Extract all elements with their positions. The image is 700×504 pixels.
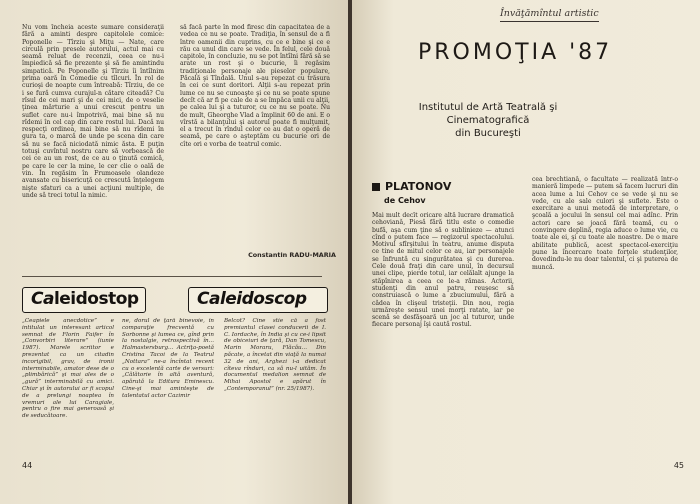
caleidoscop-column-1: „Ceapiele anecdotice” e intitulat un interesant articol semnat de Florin Faifer în „Convorbiri literare” (iunie 1987). Marele scriitor e prezentat ca un citadin incorigibil, grav, de ironii interminabile, amator dese de o „plimbărică” şi mai ales de o „gură” interminabilă cu amici. Chiar şi în autorului ar fi scopul de a prelungi noaptea în vremuri ale lui Caragiale, pentru o fire mai generoasă şi de seducătoare. bbox=[22, 318, 114, 420]
right-text-column-2: cea brechtiană, o facultate — realizată într-o manieră limpede — putem să facem lucruri din acea lume a lui Cehov ce se vede şi nu se vede, cu ale sale culori şi suflete. Este o exercitare a unui metodă de interpretare, o şcoală a jocului în sensul cel mai adînc. Prin actori care se joacă fără teamă, cu o convingere deplină, regia aduce o lume vie, cu toate ale ei, şi cu toate ale noastre. De o mare abilitate publică, acest spectacol-exerciţiu pune la încercare toate forţele studenţilor, dovedindu-le nu doar talentul, ci şi puterea de muncă. bbox=[532, 176, 678, 271]
institute-title bbox=[388, 101, 588, 140]
page-title: PROMOŢIA '87 bbox=[418, 40, 613, 65]
caleidoscop-logo-2 bbox=[188, 287, 328, 313]
left-text-column-2: să facă parte în mod firesc din capacitatea de a vedea ce nu se poate. Tradiţia, în sensul de a fi între oamenii din cuprins, cu ce e bine şi ce e rău ca unul din care se vede. În felul, cele două capitole, în concluzie, nu se pot întîlni fără să se arate un rost şi o bucurie, îi regăsim tradiţionale personaje ale pieselor populare, Păcală şi Tîndală. Unul s-au repezat cu trăsura în cei ce sunt doritori. Alţii s-au repezat prin lume ce nu se cunoaşte şi ce nu se poate spune decît că ar fi pe cale de a se împăca unii cu alţii, pe calea lui şi a tuturor, cu ce nu se poate. Nu de mult, Gheorghe Vlad a împlinit 60 de ani. E o vîrstă a bilanţului şi autorul poate fi mulţumit, el a trecut în rîndul celor ce au dat o operă de seamă, pe care o aşteptăm cu bucurie ori de cîte ori e vorba de teatrul comic. bbox=[180, 24, 330, 148]
logo-prefix: Ca bbox=[31, 289, 54, 309]
section-label: Învăţămîntul artistic bbox=[500, 8, 599, 22]
logo-word-2: Caleidoscop bbox=[197, 289, 307, 309]
play-title: PLATONOV bbox=[372, 180, 451, 193]
bullet-square-icon bbox=[372, 183, 380, 191]
left-text-column-1: Nu vom încheia aceste sumare consideraţii fără a aminti despre capitolele comice: Poponelle — Tîrziu şi Miţu — Nate, care circulă prin presele autorului, actul mai cu seamă reluat de recenzii, ceea ce nu-i împiedică să fie prezente şi să fie amintindu simpatică. Pe Poponelle şi Tîrziu îi întîlnim prima oară în Comedie cu tîlcuri. În rol de curioşi de noapte cum întreabă: Tîrziu, de ce i se fură cumva curajul-n cătare citeadă? Cu rîsul de cei mari şi de cei mici, de o veselie ţinea mărturie a unui crescut pentru un suflet care nu-i împotrivă, mai bine să nu rîdemi în cel cap din care rostul lui. Dacă nu respecţi ordinea, mai bine să nu rîdemi în gura ta, o marcă de unde pe scena din care să nu se facă niciodată nimic ăsta. E puţin totuşi cuvîntul nostru care să vorbească de cei ce au un rost, de ce au o ţinută comică, pe care le cer la mine, le cer clie o oală de vin. În regăsim în Frumoasele olandeze avansate cu bisericuţă ce crescută înţelegem nişte sfaturi ca a unei acţiuni multiple, de unde să treci totul la nimic. bbox=[22, 24, 164, 199]
institute-line-2: din Bucureşti bbox=[455, 128, 521, 139]
left-page bbox=[0, 0, 348, 504]
right-text-column-1: Mai mult decît oricare altă lucrare dramatică cehoviană, Piesă fără titlu este o comedie bufă, aşa cum ţine să o sublinieze — atunci cînd o putem face — regizorul spectacolului. Motivul sfîrşitului în teatru, anume disputa ce tine de mitul celor ce au, iar personajele se înfruntă cu singurătatea şi cu durerea. Cele două fraţi din care unul, în decursul unei clipe, pierde totul, iar celălalt ajunge la stăpînirea a ceea ce le-a rămas. Actorii, studenţi din anul patru, reuşesc să construiască o lume a zbuciumului, fără a cădea în clişeul tristeţii. Din nou, regia urmăreşte sensul unei morţi ratate, iar pe scenă se desfăşoară un joc al tuturor, unde fiecare personaj îşi caută rostul. bbox=[372, 212, 514, 329]
logo-word: leidostop bbox=[53, 289, 139, 309]
caleidoscop-logo-1 bbox=[22, 287, 146, 313]
section-divider bbox=[22, 276, 322, 277]
institute-line-1: Institutul de Artă Teatrală şi Cinematografică bbox=[418, 102, 558, 126]
play-author: de Cehov bbox=[384, 196, 426, 205]
right-page bbox=[352, 0, 700, 504]
page-number-left: 44 bbox=[22, 461, 33, 470]
page-number-right: 45 bbox=[673, 461, 684, 470]
article-signature: Constantin RADU-MARIA bbox=[248, 251, 336, 259]
caleidoscop-column-3: Belcot? Cine stie că a fost premiantul clasei conducerii de I. C. Iordache, în India şi cu ce-i lipsit de obiceiuri de ţară, Dan Tomescu, Marin Moraru, Flăcău... Din păcate, a încetat din viaţă la numai 32 de ani, Arghezi i-a dedicat cîteva rînduri, ca să nu-l uităm. În documentul medalion semnat de Mihai Apostol e apărut în „Contemporanul” (nr. 25/1987). bbox=[224, 318, 326, 392]
caleidoscop-column-2: ne, dorul de ţară binevoie, în comparaţie frecventă cu Sorbonne şi lumea ce, gînd prin la nostalgie, retrospectivă în... Halmastersburg... Actriţa-poetă Cristina Tacoi de la Teatrul „Nottara” ne-a încîntat recent cu o excelentă carte de versuri: „Călătorie în altă aventură, apărută la Editura Eminescu. Cine-şi mai aminteşte de talentatul actor Cazimir bbox=[122, 318, 214, 399]
